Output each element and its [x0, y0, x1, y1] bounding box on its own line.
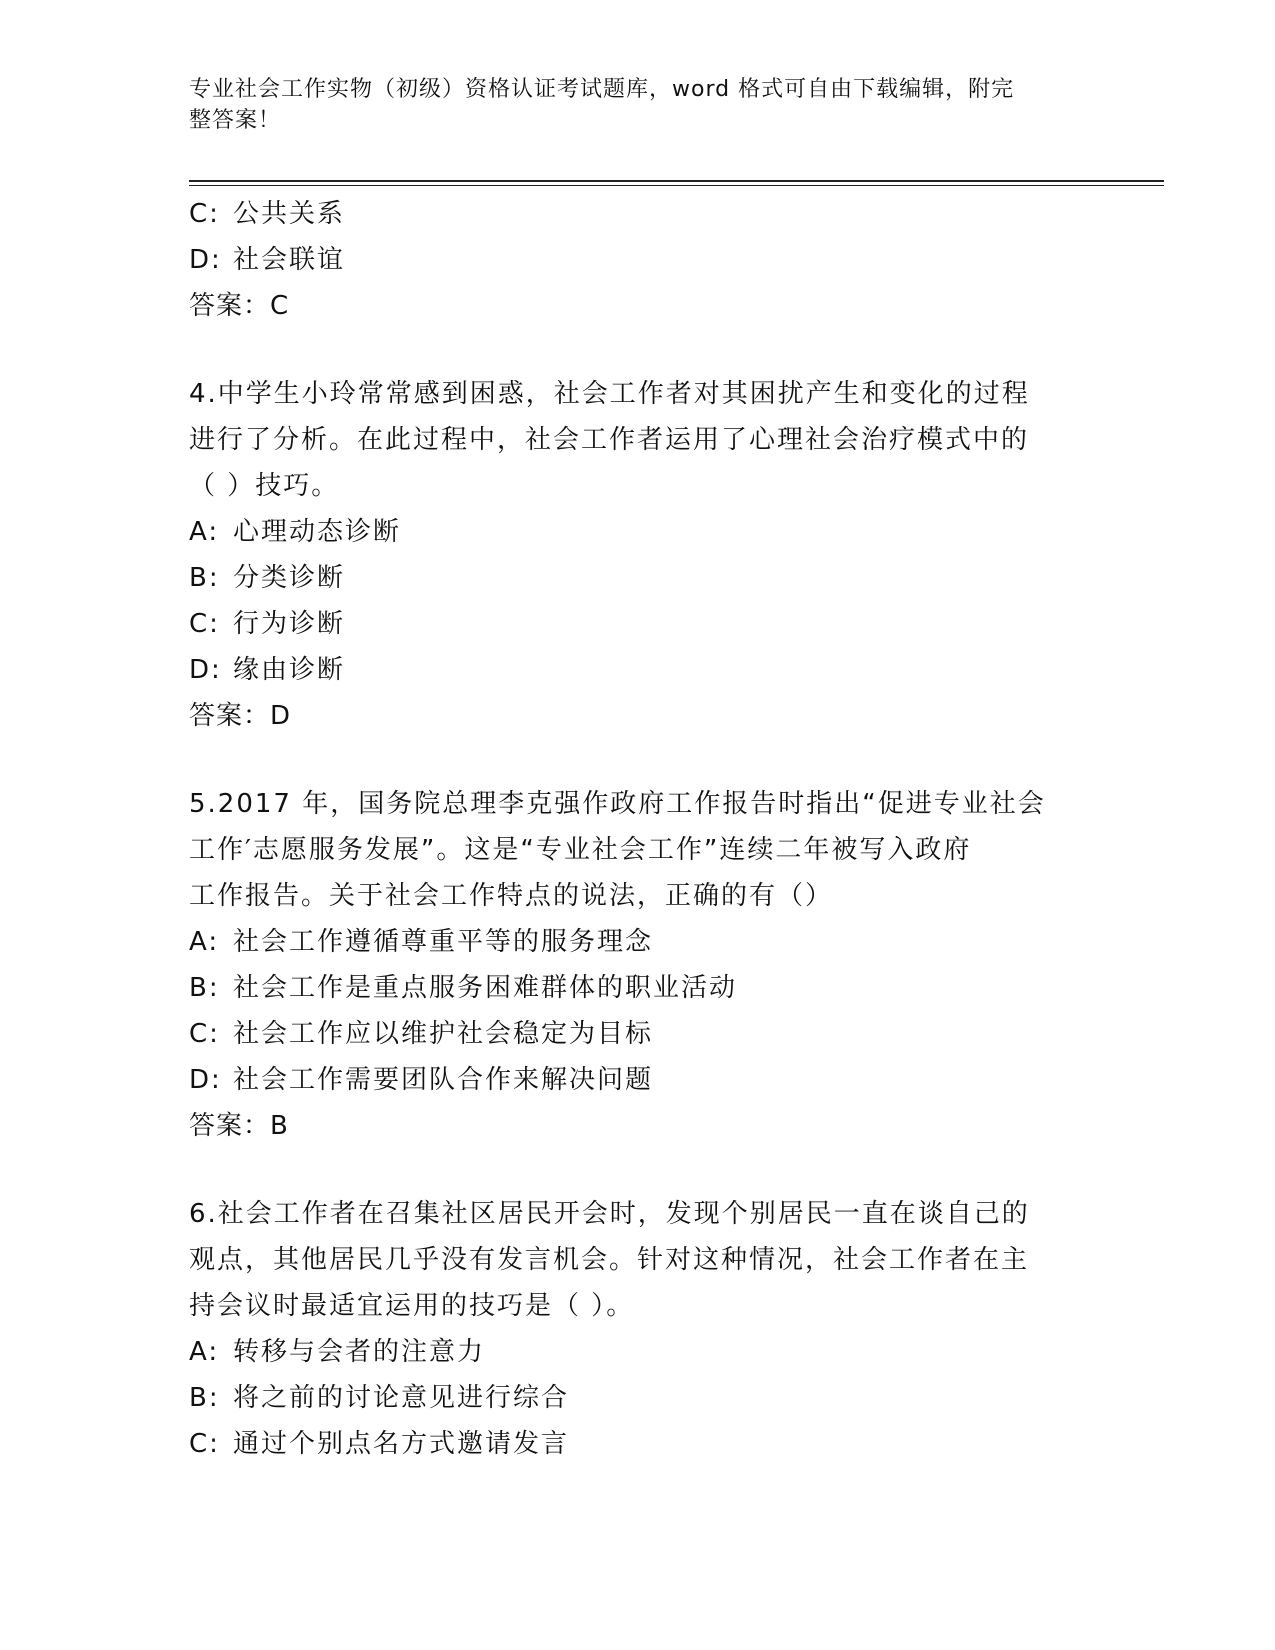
question-stem — [189, 781, 1089, 919]
stem-line: 观点，其他居民几乎没有发言机会。针对这种情况，社会工作者在主 — [189, 1245, 1030, 1275]
option-key: B: — [189, 1383, 220, 1413]
stem-line: 进行了分析。在此过程中，社会工作者运用了心理社会治疗模式中的 — [189, 425, 1030, 455]
option-key: C: — [189, 609, 220, 639]
option-text: 将之前的讨论意见进行综合 — [233, 1383, 570, 1413]
option-text: 行为诊断 — [233, 609, 346, 639]
option-text: 转移与会者的注意力 — [233, 1337, 486, 1367]
option-key: B: — [189, 563, 220, 593]
spacer — [189, 1149, 1089, 1191]
answer-label: 答案：D — [189, 701, 292, 731]
option-key: D: — [189, 655, 222, 685]
option-key: A: — [189, 927, 220, 957]
option-key: C: — [189, 1019, 220, 1049]
option-key: A: — [189, 517, 220, 547]
question-stem — [189, 371, 1089, 509]
header-divider — [189, 180, 1164, 186]
option-text: 社会工作遵循尊重平等的服务理念 — [233, 927, 654, 957]
option-text: 公共关系 — [233, 199, 346, 229]
option-text: 通过个别点名方式邀请发言 — [233, 1429, 570, 1459]
question-6 — [189, 1191, 1089, 1467]
question-3-tail — [189, 191, 1089, 329]
page-header — [189, 74, 1089, 136]
question-5 — [189, 781, 1089, 1149]
option-key: A: — [189, 1337, 220, 1367]
question-stem — [189, 1191, 1089, 1329]
option-key: D: — [189, 245, 222, 275]
option-text: 社会工作是重点服务困难群体的职业活动 — [233, 973, 738, 1003]
spacer — [189, 329, 1089, 371]
option-text: 社会联谊 — [233, 245, 346, 275]
option-text: 分类诊断 — [233, 563, 346, 593]
stem-line: 4.中学生小玲常常感到困惑，社会工作者对其困扰产生和变化的过程 — [189, 379, 1030, 409]
stem-line: 6.社会工作者在召集社区居民开会时，发现个别居民一直在谈自己的 — [189, 1199, 1030, 1229]
header-line-2: 整答案！ — [189, 108, 282, 133]
option-b — [189, 965, 1089, 1011]
answer-label: 答案：C — [189, 291, 290, 321]
option-key: C: — [189, 199, 220, 229]
option-c — [189, 601, 1089, 647]
option-c — [189, 191, 1089, 237]
option-d — [189, 1057, 1089, 1103]
option-c — [189, 1421, 1089, 1467]
option-text: 社会工作应以维护社会稳定为目标 — [233, 1019, 654, 1049]
option-key: C: — [189, 1429, 220, 1459]
question-list — [189, 191, 1089, 1467]
option-d — [189, 237, 1089, 283]
option-text: 社会工作需要团队合作来解决问题 — [233, 1065, 654, 1095]
spacer — [189, 739, 1089, 781]
option-d — [189, 647, 1089, 693]
option-key: B: — [189, 973, 220, 1003]
option-text: 缘由诊断 — [233, 655, 346, 685]
option-b — [189, 555, 1089, 601]
stem-line: 工作报告。关于社会工作特点的说法，正确的有（） — [189, 881, 834, 911]
question-4 — [189, 371, 1089, 739]
stem-line: 5.2017 年，国务院总理李克强作政府工作报告时指出“促进专业社会 — [189, 789, 1046, 819]
option-key: D: — [189, 1065, 222, 1095]
option-c — [189, 1011, 1089, 1057]
option-b — [189, 1375, 1089, 1421]
stem-line: （ ）技巧。 — [189, 471, 340, 501]
answer-label: 答案：B — [189, 1111, 289, 1141]
stem-line: 工作′志愿服务发展”。这是“专业社会工作”连续二年被写入政府 — [189, 835, 972, 865]
option-a — [189, 1329, 1089, 1375]
option-a — [189, 509, 1089, 555]
header-line-1: 专业社会工作实物（初级）资格认证考试题库，word 格式可自由下载编辑，附完 — [189, 77, 1015, 102]
stem-line: 持会议时最适宜运用的技巧是（ ）。 — [189, 1291, 635, 1321]
option-text: 心理动态诊断 — [233, 517, 402, 547]
option-a — [189, 919, 1089, 965]
